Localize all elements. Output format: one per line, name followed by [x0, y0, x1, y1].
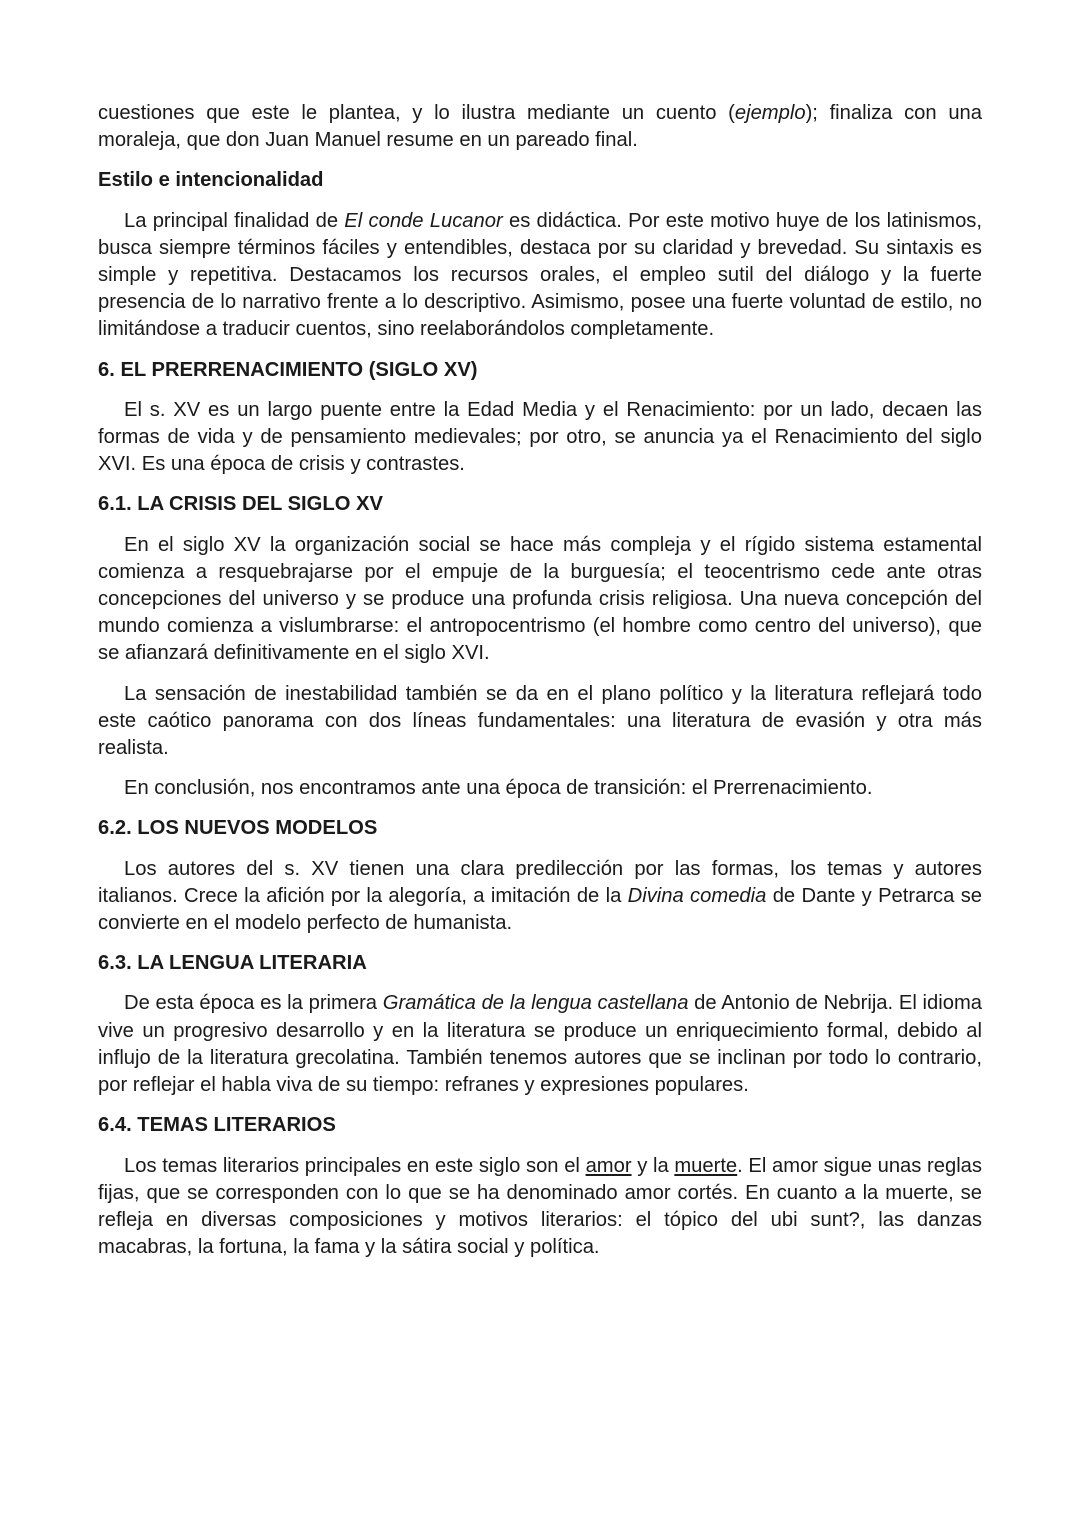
underlined-term-muerte: muerte [674, 1154, 738, 1177]
section-6-1-paragraph-3: En conclusión, nos encontramos ante una época de transición: el Prerrenacimiento. [124, 777, 873, 800]
heading-section-6-2: 6.2. LOS NUEVOS MODELOS [98, 817, 378, 840]
heading-estilo: Estilo e intencionalidad [98, 169, 324, 192]
intro-paragraph [98, 100, 982, 154]
intro-italic-term: ejemplo [734, 102, 806, 124]
heading-section-6-4: 6.4. TEMAS LITERARIOS [98, 1114, 336, 1137]
heading-section-6-3: 6.3. LA LENGUA LITERARIA [98, 952, 367, 975]
section-6-4-text-mid: y la [631, 1154, 675, 1177]
section-6-3-text-start: De esta época es la primera [124, 992, 383, 1015]
section-6-2-italic-title: Divina comedia [627, 884, 767, 907]
section-6-4-paragraph [98, 1153, 982, 1262]
estilo-text-end: es didáctica. Por este motivo huye de los latinismos, busca siempre términos fáciles y entendibles, destaca por su claridad y brevedad. Su sintaxis es simple y repetitiva. Destacamos los recursos orales, el empleo sutil del diálogo y la fuerte presencia de lo narrativo frente a lo descriptivo. Asimismo, posee una fuerte voluntad de estilo, no limitándose a traducir cuentos, sino reelaborándolos completamente. [98, 209, 983, 341]
section-6-2-text-start: Los autores del s. XV tienen una clara predilección por las formas, los temas y autores italianos. Crece la afición por la alegoría, a imitación de la [98, 857, 982, 907]
section-6-1-paragraph-1: En el siglo XV la organización social se hace más compleja y el rígido sistema estamental comienza a resquebrajarse por el empuje de la burguesía; el teocentrismo cede ante otras concepciones del universo y se produce una profunda crisis religiosa. Una nueva concepción del mundo comienza a vislumbrarse: el antropocentrismo (el hombre como centro del universo), que se afianzará definitivamente en el siglo XVI. [98, 533, 982, 665]
underlined-term-amor: amor [585, 1154, 632, 1177]
estilo-text-start: La principal finalidad de [124, 209, 345, 232]
estilo-italic-title: El conde Lucanor [344, 209, 503, 232]
section-6-1-paragraph-2: La sensación de inestabilidad también se da en el plano político y la literatura reflejará todo este caótico panorama con dos líneas fundamentales: una literatura de evasión y otra más realista. [98, 682, 982, 760]
document-page [98, 100, 982, 1274]
intro-text-start: cuestiones que este le plantea, y lo ilustra mediante un cuento ( [98, 102, 735, 124]
section-6-3-italic-title: Gramática de la lengua castellana [382, 992, 689, 1015]
heading-section-6: 6. EL PRERRENACIMIENTO (SIGLO XV) [98, 358, 478, 381]
section-6-paragraph: El s. XV es un largo puente entre la Edad Media y el Renacimiento: por un lado, decaen las formas de vida y de pensamiento medievales; por otro, se anuncia ya el Renacimiento del siglo XVI. Es una época de crisis y contrastes. [98, 398, 982, 476]
section-6-2-paragraph [98, 856, 982, 938]
section-6-3-text-end: de Antonio de Nebrija. El idioma vive un progresivo desarrollo y en la literatura se produce un enriquecimiento formal, debido al influjo de la literatura grecolatina. También tenemos autores que se inclinan por todo lo contrario, por reflejar el habla viva de su tiempo: refranes y expresiones populares. [98, 992, 982, 1097]
heading-section-6-1: 6.1. LA CRISIS DEL SIGLO XV [98, 493, 383, 516]
estilo-paragraph [98, 208, 982, 344]
intro-text-end: ); finaliza con una moraleja, que don Juan Manuel resume en un pareado final. [98, 102, 982, 152]
section-6-4-text-start: Los temas literarios principales en este siglo son el [124, 1154, 586, 1177]
section-6-4-text-end: . El amor sigue unas reglas fijas, que se corresponden con lo que se ha denominado amor cortés. En cuanto a la muerte, se refleja en diversas composiciones y motivos literarios: el tópico del ubi sunt?, las danzas macabras, la fortuna, la fama y la sátira social y política. [98, 1154, 982, 1259]
section-6-2-text-end: de Dante y Petrarca se convierte en el modelo perfecto de humanista. [98, 884, 983, 935]
section-6-3-paragraph [98, 990, 982, 1099]
